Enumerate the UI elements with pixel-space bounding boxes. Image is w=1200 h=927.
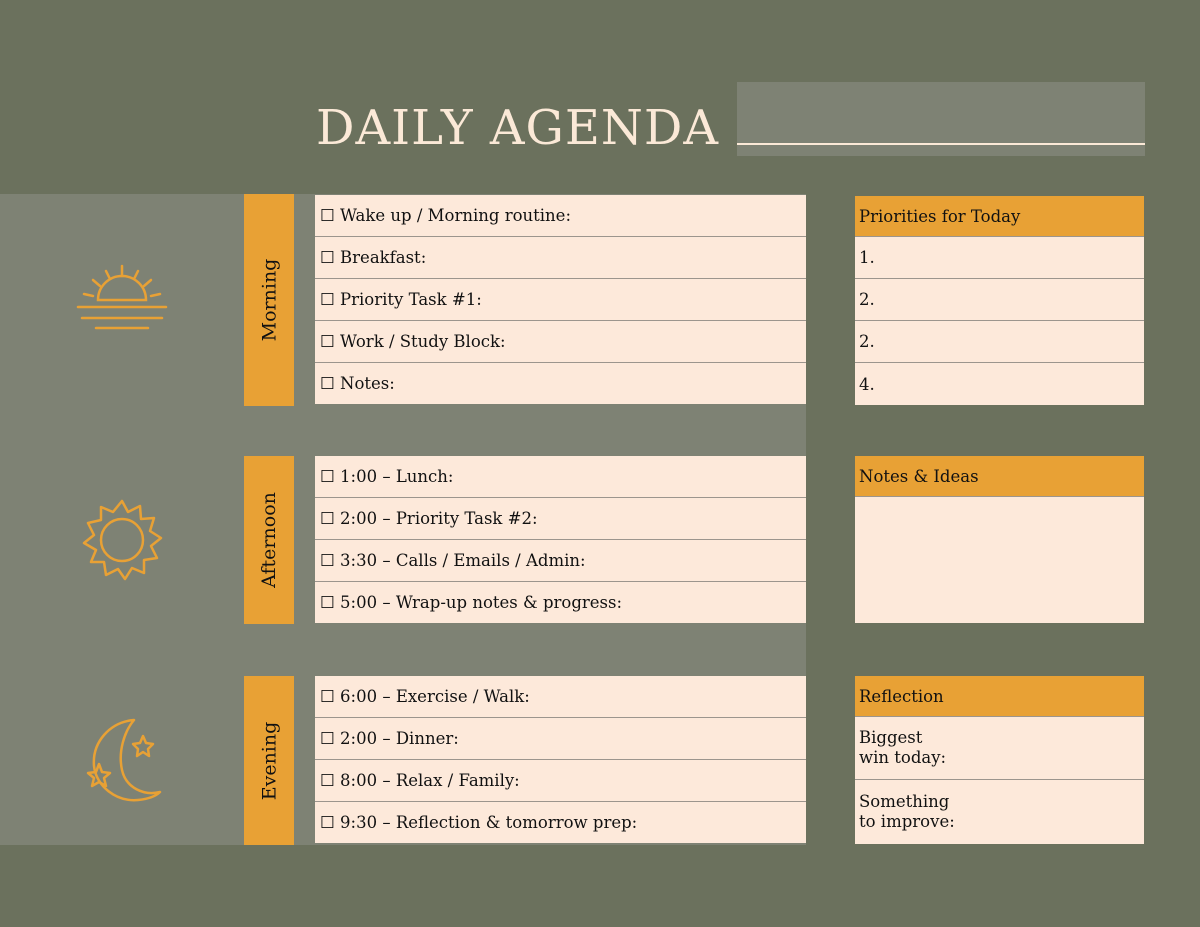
checklist-item[interactable]: ☐ Wake up / Morning routine: bbox=[315, 195, 806, 237]
section-label-text: Evening bbox=[258, 721, 280, 800]
notes-area[interactable] bbox=[855, 497, 1144, 622]
checklist-item[interactable]: ☐ Work / Study Block: bbox=[315, 321, 806, 363]
reflection-prompt-line: Something bbox=[859, 791, 950, 811]
priorities-panel bbox=[855, 196, 1144, 405]
checklist-item[interactable]: ☐ 2:00 – Dinner: bbox=[315, 718, 806, 760]
checklist-item[interactable]: ☐ Breakfast: bbox=[315, 237, 806, 279]
section-label-morning bbox=[244, 194, 294, 406]
section-label-afternoon bbox=[244, 456, 294, 624]
reflection-item-improve[interactable] bbox=[855, 780, 1144, 843]
reflection-item-win[interactable] bbox=[855, 717, 1144, 780]
checklist-item[interactable]: ☐ Notes: bbox=[315, 363, 806, 404]
checklist-item[interactable]: ☐ 3:30 – Calls / Emails / Admin: bbox=[315, 540, 806, 582]
checklist-item[interactable]: ☐ 5:00 – Wrap-up notes & progress: bbox=[315, 582, 806, 623]
sun-icon bbox=[80, 498, 164, 582]
notes-heading: Notes & Ideas bbox=[855, 456, 1144, 497]
gap-band-1 bbox=[0, 405, 806, 456]
moon-stars-icon bbox=[82, 716, 166, 804]
gap-band-2 bbox=[0, 624, 806, 676]
priority-item[interactable]: 1. bbox=[855, 237, 1144, 279]
checklist-item[interactable]: ☐ 6:00 – Exercise / Walk: bbox=[315, 676, 806, 718]
checklist-item[interactable]: ☐ 9:30 – Reflection & tomorrow prep: bbox=[315, 802, 806, 843]
title-underline bbox=[737, 143, 1145, 145]
reflection-prompt-line: win today: bbox=[859, 748, 947, 767]
checklist-item[interactable]: ☐ Priority Task #1: bbox=[315, 279, 806, 321]
checklist-item[interactable]: ☐ 1:00 – Lunch: bbox=[315, 456, 806, 498]
evening-checklist bbox=[315, 676, 806, 843]
checklist-item[interactable]: ☐ 2:00 – Priority Task #2: bbox=[315, 498, 806, 540]
section-label-text: Morning bbox=[258, 258, 281, 342]
priority-item[interactable]: 2. bbox=[855, 279, 1144, 321]
checklist-item[interactable]: ☐ 8:00 – Relax / Family: bbox=[315, 760, 806, 802]
reflection-heading: Reflection bbox=[855, 676, 1144, 717]
priority-item[interactable]: 4. bbox=[859, 374, 875, 394]
priorities-heading: Priorities for Today bbox=[855, 196, 1144, 237]
notes-panel bbox=[855, 456, 1144, 623]
reflection-panel bbox=[855, 676, 1144, 844]
afternoon-checklist bbox=[315, 456, 806, 623]
page-title: DAILY AGENDA bbox=[316, 100, 720, 156]
morning-checklist bbox=[315, 195, 806, 404]
priority-item[interactable]: 2. bbox=[855, 321, 1144, 363]
sunrise-icon bbox=[76, 262, 168, 338]
section-label-text: Afternoon bbox=[258, 492, 281, 588]
reflection-prompt-line: to improve: bbox=[859, 811, 955, 831]
section-label-evening bbox=[244, 676, 294, 845]
reflection-prompt-line: Biggest bbox=[859, 728, 923, 747]
